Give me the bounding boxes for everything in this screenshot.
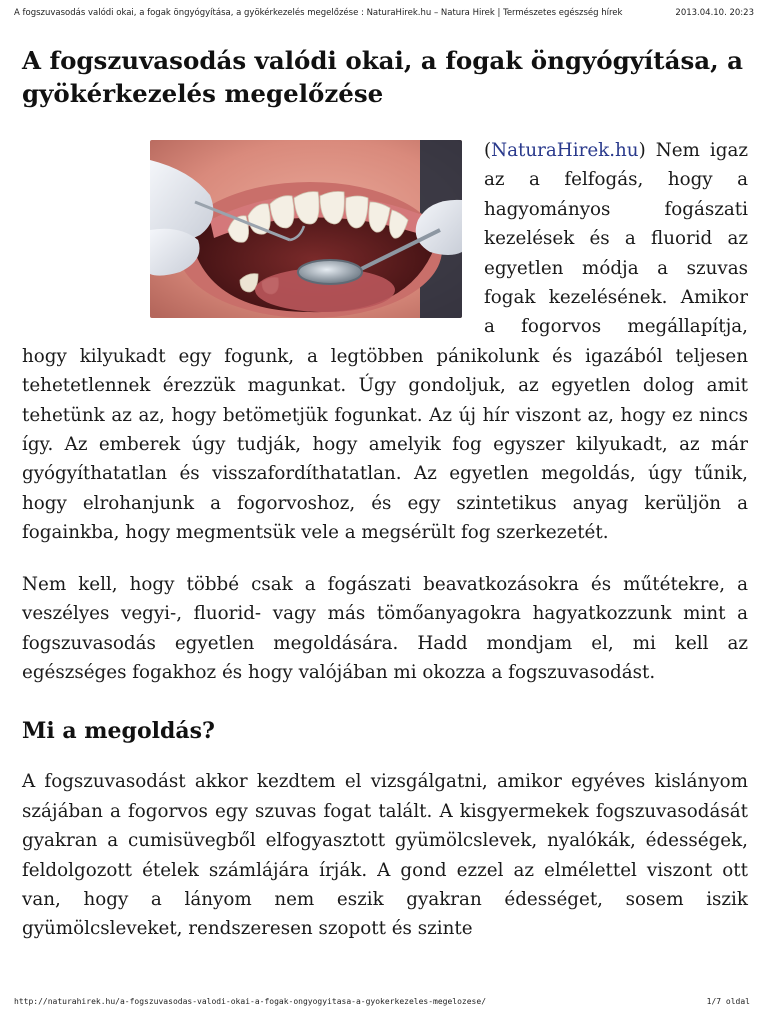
print-datetime: 2013.04.10. 20:23	[675, 8, 754, 18]
article	[22, 44, 748, 966]
print-page-title: A fogszuvasodás valódi okai, a fogak öngyógyítása, a gyökérkezelés megelőzése : NaturaHirek.hu – Natura Hirek | Természetes egészség hírek	[14, 8, 623, 18]
print-header	[14, 8, 754, 18]
section-heading: Mi a megoldás?	[22, 718, 215, 745]
article-paragraph-2: Nem kell, hogy többé csak a fogászati beavatkozásokra és műtétekre, a veszélyes vegyi-, fluorid- vagy más tömőanyagokra hagyatkozzunk mint a fogszuvasodás egyetlen megoldására. Hadd mondjam el, mi kell az egészséges fogakhoz és hogy valójában mi okozza a fogszuvasodást.	[22, 573, 748, 683]
paragraph-1-text: ) Nem igaz az a felfogás, hogy a hagyományos fogászati kezelések és a fluorid az egyetlen módja a szuvas fogak kezelésének. Amikor a fogorvos megállapítja, hogy kilyukadt egy fogunk, a legtöbben pánikolunk és igazából teljesen tehetetlennek érezzük magunkat. Úgy gondoljuk, az egyetlen dolog amit tehetünk az az, hogy betömetjük fogunkat. Az új hír viszont az, hogy ez nincs így. Az emberek úgy tudják, hogy amelyik fog egyszer kilyukadt, az már gyógyíthatatlan és visszafordíthatatlan. Az egyetlen megoldás, úgy tűnik, hogy elrohanjunk a fogorvoshoz, és egy szintetikus anyag kerüljön a fogainkba, hogy megmentsük vele a megsérült fog szerkezetét.	[22, 140, 748, 544]
paren-open: (	[484, 140, 492, 161]
page-indicator: 1/7 oldal	[706, 997, 750, 1006]
print-footer	[14, 997, 750, 1006]
source-link[interactable]: NaturaHirek.hu	[491, 140, 639, 161]
article-paragraph-3: A fogszuvasodást akkor kezdtem el vizsgálgatni, amikor egyéves kislányom szájában a fogorvos egy szuvas fogat talált. A kisgyermekek fogszuvasodását gyakran a cumisüvegből elfogyasztott gyümölcslevek, nyalókák, édességek, feldolgozott ételek számlájára írják. A gond ezzel az elmélettel viszont ott van, hogy a lányom nem eszik gyakran édességet, sosem iszik gyümölcsleveket, rendszeresen szopott és szinte	[22, 771, 748, 940]
dental-exam-photo	[150, 140, 462, 318]
print-url: http://naturahirek.hu/a-fogszuvasodas-valodi-okai-a-fogak-ongyogyitasa-a-gyokerkezeles-megelozese/	[14, 997, 487, 1006]
article-title: A fogszuvasodás valódi okai, a fogak öngyógyítása, a gyökérkezelés megelőzése	[22, 46, 744, 108]
